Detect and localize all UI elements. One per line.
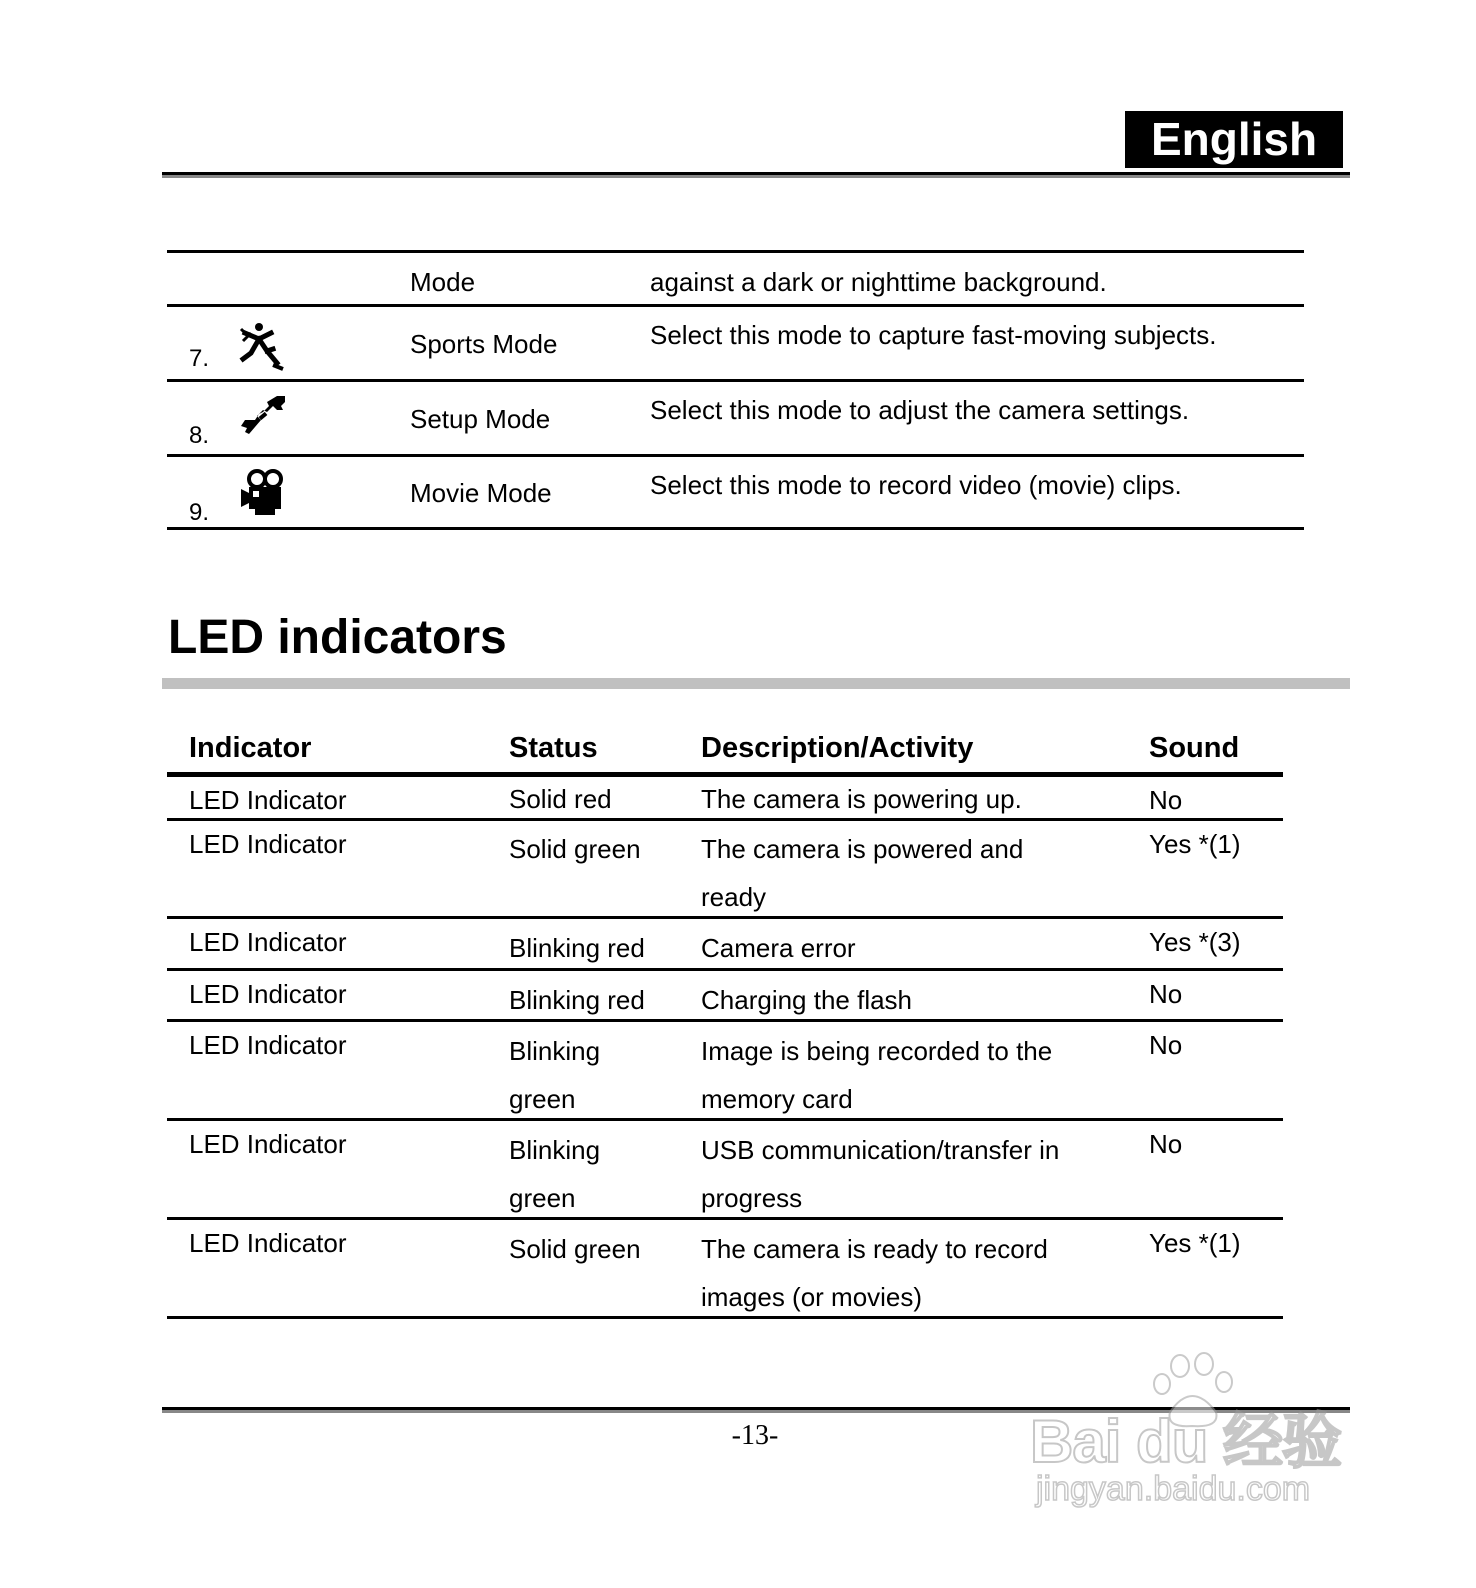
column-header-sound: Sound bbox=[1149, 732, 1240, 764]
sound-cell: No bbox=[1149, 979, 1183, 1009]
indicator-cell: LED Indicator bbox=[189, 927, 347, 957]
mode-number: 9. bbox=[189, 499, 210, 526]
sound-cell: Yes *(3) bbox=[1149, 927, 1241, 957]
status-cell: Solid red bbox=[509, 784, 612, 814]
column-header-description: Description/Activity bbox=[701, 732, 974, 764]
mode-name: Sports Mode bbox=[410, 329, 558, 359]
table-row bbox=[167, 777, 1283, 821]
mode-number: 7. bbox=[189, 345, 210, 372]
movie-mode-icon bbox=[237, 467, 291, 521]
table-header-row bbox=[167, 730, 1283, 777]
description-cell: The camera is ready to record images (or movies) bbox=[701, 1234, 1048, 1312]
mode-description: Select this mode to capture fast-moving subjects. bbox=[650, 320, 1217, 350]
sound-cell: No bbox=[1149, 1030, 1183, 1060]
sound-cell: Yes *(1) bbox=[1149, 1228, 1241, 1258]
status-cell: Blinking green bbox=[509, 1135, 601, 1213]
description-cell: Charging the flash bbox=[701, 985, 913, 1015]
indicator-cell: LED Indicator bbox=[189, 1228, 347, 1258]
mode-description: against a dark or nighttime background. bbox=[650, 267, 1107, 297]
description-cell: The camera is powered and ready bbox=[701, 834, 1024, 912]
section-rule bbox=[162, 678, 1350, 689]
description-cell: Camera error bbox=[701, 933, 856, 963]
indicator-cell: LED Indicator bbox=[189, 785, 347, 815]
mode-number: 8. bbox=[189, 422, 210, 449]
mode-description: Select this mode to record video (movie) clips. bbox=[650, 470, 1182, 500]
language-badge: English bbox=[1125, 111, 1343, 168]
mode-name: Movie Mode bbox=[410, 478, 552, 508]
mode-table-row bbox=[167, 457, 1304, 530]
sound-cell: No bbox=[1149, 785, 1183, 815]
status-cell: Solid green bbox=[509, 1234, 641, 1264]
table-row bbox=[167, 971, 1283, 1022]
description-cell: USB communication/transfer in progress bbox=[701, 1135, 1060, 1213]
mode-description: Select this mode to adjust the camera settings. bbox=[650, 395, 1190, 425]
table-row bbox=[167, 821, 1283, 919]
watermark-logo-text: Bai du 经验 bbox=[1030, 1408, 1342, 1475]
table-row bbox=[167, 919, 1283, 971]
status-cell: Blinking green bbox=[509, 1036, 601, 1114]
mode-name: Mode bbox=[410, 267, 476, 297]
description-cell: Image is being recorded to the memory card bbox=[701, 1036, 1053, 1114]
sound-cell: No bbox=[1149, 1129, 1183, 1159]
page-number: -13- bbox=[731, 1420, 779, 1451]
indicator-cell: LED Indicator bbox=[189, 1129, 347, 1159]
indicator-cell: LED Indicator bbox=[189, 1030, 347, 1060]
mode-table-row-continuation bbox=[167, 253, 1304, 307]
column-header-status: Status bbox=[509, 732, 598, 764]
mode-table-row bbox=[167, 307, 1304, 382]
mode-name: Setup Mode bbox=[410, 404, 551, 434]
status-cell: Blinking red bbox=[509, 933, 645, 963]
sports-mode-icon bbox=[237, 319, 291, 373]
table-row bbox=[167, 1022, 1283, 1121]
indicator-cell: LED Indicator bbox=[189, 979, 347, 1009]
watermark-url: jingyan.baidu.com bbox=[1036, 1470, 1311, 1508]
baidu-jingyan-watermark bbox=[1030, 1352, 1370, 1512]
sound-cell: Yes *(1) bbox=[1149, 829, 1241, 859]
mode-table-row bbox=[167, 382, 1304, 457]
status-cell: Solid green bbox=[509, 834, 641, 864]
setup-mode-icon bbox=[237, 392, 291, 446]
description-cell: The camera is powering up. bbox=[701, 784, 1022, 814]
section-title: LED indicators bbox=[168, 611, 507, 664]
header-rule bbox=[162, 172, 1350, 178]
table-row bbox=[167, 1121, 1283, 1220]
column-header-indicator: Indicator bbox=[189, 732, 312, 764]
status-cell: Blinking red bbox=[509, 985, 645, 1015]
table-row bbox=[167, 1220, 1283, 1319]
indicator-cell: LED Indicator bbox=[189, 829, 347, 859]
